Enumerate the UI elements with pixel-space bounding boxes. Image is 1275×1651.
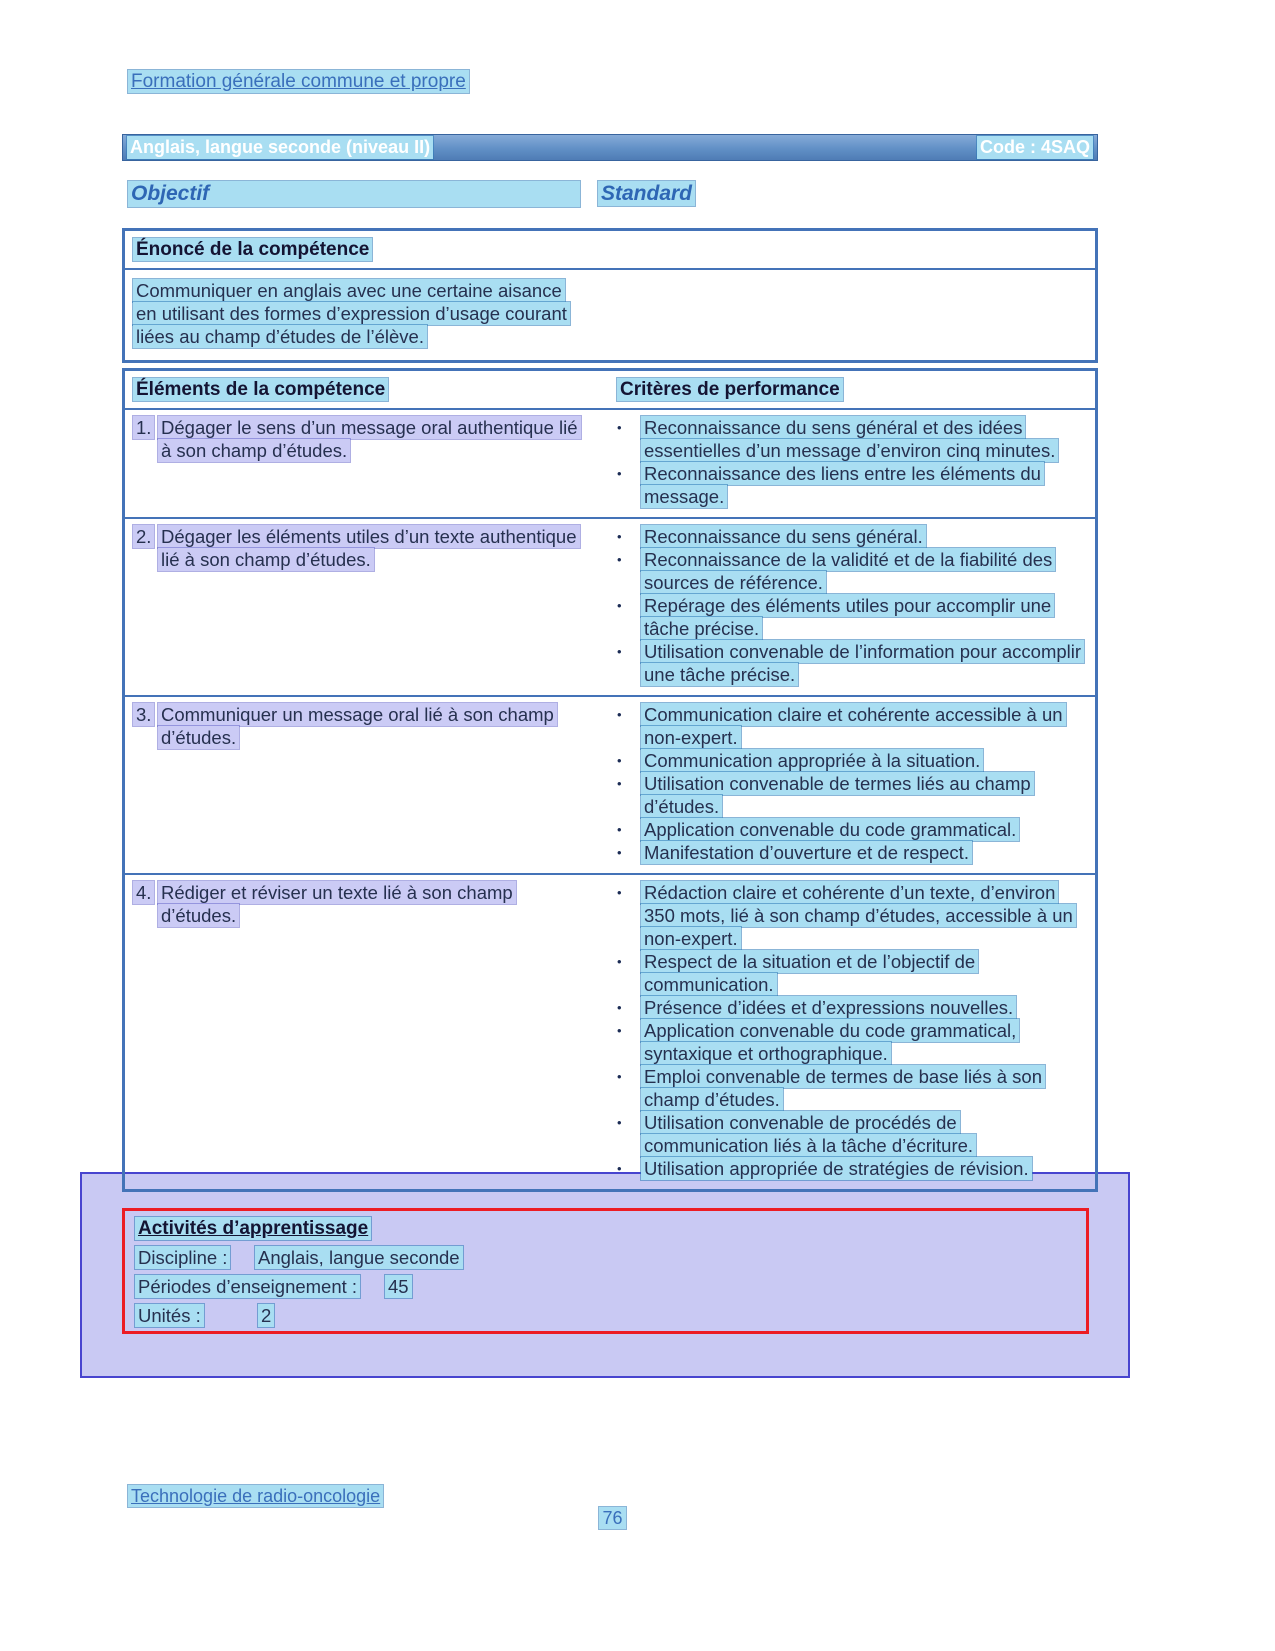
enonce-body-line: en utilisant des formes d’expression d’usage courant — [133, 302, 570, 325]
element-number: 3. — [133, 703, 154, 726]
bullet-icon: • — [617, 466, 622, 481]
criterion-text: Respect de la situation et de l’objectif de communication. — [641, 950, 978, 996]
activites-title: Activités d’apprentissage — [135, 1217, 371, 1240]
footer-program — [128, 1486, 383, 1507]
field-value: 45 — [385, 1275, 412, 1298]
standard-heading: Standard — [598, 181, 695, 206]
criterion-item — [617, 881, 1087, 950]
criterion-item — [617, 749, 1087, 772]
criterion-item — [617, 640, 1087, 686]
table-row — [125, 875, 1095, 1189]
footer-program-text: Technologie de radio-oncologie — [128, 1485, 383, 1507]
criterion-item — [617, 996, 1087, 1019]
element-number: 4. — [133, 881, 154, 904]
criterion-text: Utilisation appropriée de stratégies de révision. — [641, 1157, 1032, 1180]
activites-panel — [80, 1172, 1130, 1378]
field-value: Anglais, langue seconde — [255, 1246, 463, 1269]
enonce-title: Énoncé de la compétence — [133, 238, 372, 261]
criterion-text: Utilisation convenable de procédés de communication liés à la tâche d’écriture. — [641, 1111, 976, 1157]
criterion-item — [617, 594, 1087, 640]
criterion-item — [617, 525, 1087, 548]
bullet-icon: • — [617, 1000, 622, 1015]
criterion-item — [617, 772, 1087, 818]
enonce-competence-box — [122, 228, 1098, 363]
bullet-icon: • — [617, 776, 622, 791]
enonce-body-line: liées au champ d’études de l’élève. — [133, 325, 427, 348]
criterion-item — [617, 1019, 1087, 1065]
table-header-row — [125, 371, 1095, 410]
bullet-icon: • — [617, 845, 622, 860]
field-label: Discipline : — [135, 1246, 230, 1269]
criterion-text: Rédaction claire et cohérente d’un texte, d’environ 350 mots, lié à son champ d’études, accessible à un non-expert. — [641, 881, 1076, 950]
col-header-elements: Éléments de la compétence — [133, 378, 388, 401]
bullet-icon: • — [617, 707, 622, 722]
element-item — [133, 881, 585, 927]
criterion-item — [617, 818, 1087, 841]
activites-field — [135, 1275, 1076, 1298]
element-item — [133, 703, 585, 749]
criterion-item — [617, 703, 1087, 749]
bullet-icon: • — [617, 644, 622, 659]
banner-code: Code : 4SAQ — [977, 136, 1093, 159]
criterion-text: Utilisation convenable de l’information pour accomplir une tâche précise. — [641, 640, 1084, 686]
bullet-icon: • — [617, 598, 622, 613]
banner-title: Anglais, langue seconde (niveau II) — [127, 136, 433, 159]
bullet-icon: • — [617, 1161, 622, 1176]
criterion-text: Reconnaissance de la validité et de la fiabilité des sources de référence. — [641, 548, 1055, 594]
activites-box — [122, 1208, 1089, 1334]
field-label: Unités : — [135, 1304, 204, 1327]
element-number: 1. — [133, 416, 154, 439]
running-header-text: Formation générale commune et propre — [128, 70, 469, 93]
activites-field — [135, 1304, 1076, 1327]
criterion-item — [617, 841, 1087, 864]
criterion-text: Reconnaissance du sens général et des idées essentielles d’un message d’environ cinq minutes. — [641, 416, 1058, 462]
element-text: Dégager les éléments utiles d’un texte authentique lié à son champ d’études. — [158, 525, 580, 571]
bullet-icon: • — [617, 1069, 622, 1084]
page-number-text: 76 — [599, 1507, 625, 1529]
criterion-item — [617, 1157, 1087, 1180]
criterion-text: Utilisation convenable de termes liés au champ d’études. — [641, 772, 1034, 818]
footer-page-number — [128, 1508, 1097, 1529]
criterion-item — [617, 462, 1087, 508]
criterion-item — [617, 1065, 1087, 1111]
bullet-icon: • — [617, 954, 622, 969]
activites-field — [135, 1246, 1076, 1269]
criterion-text: Manifestation d’ouverture et de respect. — [641, 841, 972, 864]
criterion-text: Application convenable du code grammatical, syntaxique et orthographique. — [641, 1019, 1019, 1065]
bullet-icon: • — [617, 1115, 622, 1130]
element-item — [133, 416, 585, 462]
criterion-item — [617, 1111, 1087, 1157]
enonce-body — [125, 270, 1095, 360]
element-number: 2. — [133, 525, 154, 548]
section-headings — [128, 181, 1097, 207]
field-value: 2 — [258, 1304, 274, 1327]
criterion-text: Présence d’idées et d’expressions nouvelles. — [641, 996, 1016, 1019]
criterion-text: Reconnaissance du sens général. — [641, 525, 926, 548]
criterion-text: Communication appropriée à la situation. — [641, 749, 983, 772]
table-row — [125, 519, 1095, 697]
course-banner — [122, 134, 1098, 161]
enonce-body-line: Communiquer en anglais avec une certaine aisance — [133, 279, 565, 302]
activites-title-row — [135, 1218, 1076, 1240]
enonce-title-row — [125, 231, 1095, 270]
criterion-text: Emploi convenable de termes de base liés à son champ d’études. — [641, 1065, 1045, 1111]
bullet-icon: • — [617, 753, 622, 768]
table-row — [125, 410, 1095, 519]
criterion-item — [617, 416, 1087, 462]
element-item — [133, 525, 585, 571]
criterion-item — [617, 950, 1087, 996]
criterion-text: Communication claire et cohérente accessible à un non-expert. — [641, 703, 1066, 749]
element-text: Dégager le sens d’un message oral authentique lié à son champ d’études. — [158, 416, 581, 462]
col-header-criteres: Critères de performance — [617, 378, 843, 401]
bullet-icon: • — [617, 822, 622, 837]
objectif-heading: Objectif — [128, 181, 580, 207]
criterion-text: Repérage des éléments utiles pour accomplir une tâche précise. — [641, 594, 1054, 640]
element-text: Rédiger et réviser un texte lié à son champ d’études. — [158, 881, 516, 927]
criterion-item — [617, 548, 1087, 594]
bullet-icon: • — [617, 552, 622, 567]
criterion-text: Application convenable du code grammatical. — [641, 818, 1019, 841]
field-label: Périodes d’enseignement : — [135, 1275, 360, 1298]
element-text: Communiquer un message oral lié à son champ d’études. — [158, 703, 557, 749]
running-header — [128, 71, 469, 93]
bullet-icon: • — [617, 1023, 622, 1038]
table-row — [125, 697, 1095, 875]
bullet-icon: • — [617, 420, 622, 435]
competence-table — [122, 368, 1098, 1192]
bullet-icon: • — [617, 885, 622, 900]
bullet-icon: • — [617, 529, 622, 544]
criterion-text: Reconnaissance des liens entre les éléments du message. — [641, 462, 1044, 508]
